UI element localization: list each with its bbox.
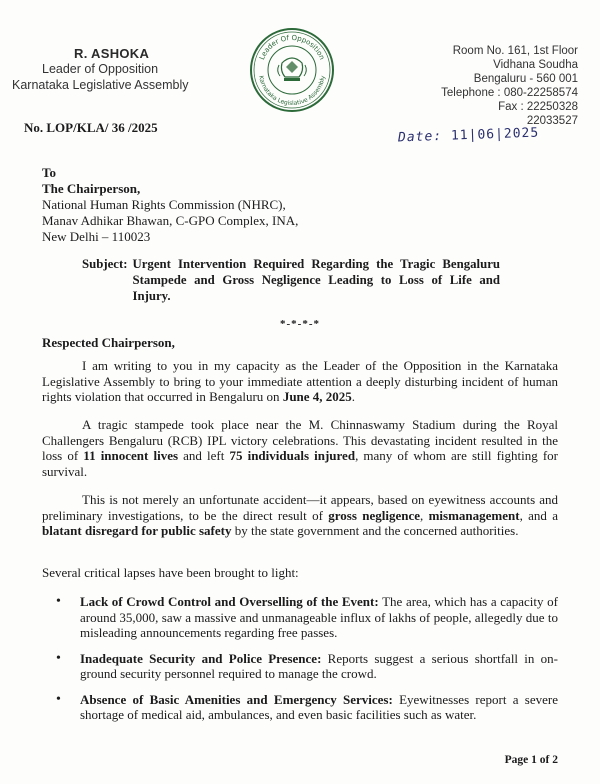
- bullet-icon: •: [56, 650, 61, 666]
- bullet-title: Lack of Crowd Control and Overselling of the Event:: [80, 594, 379, 609]
- text-run: I am writing to you in my capacity as the Leader of the Opposition in the Karnataka Legislative Assembly to bring to your immediate attention a deeply disturbing incident of human rights violation that occurred in Bengaluru on: [42, 358, 558, 404]
- text-run: This is not merely an unfortunate accident—it appears, based on eyewitness accounts and preliminary investigations, to be the direct result of: [42, 492, 558, 523]
- svg-text:Leader Of Opposition: Leader Of Opposition: [258, 33, 326, 62]
- subject-label: Subject:: [82, 257, 128, 271]
- text-run: , and a: [519, 507, 559, 523]
- negligence-emphasis: gross negligence: [328, 507, 420, 523]
- letterhead-address: [441, 44, 578, 128]
- separator: *-*-*-*: [280, 318, 320, 330]
- lapses-list: [42, 594, 558, 733]
- text-run: , many of whom are still fighting for survival.: [42, 448, 559, 479]
- subject-text: Urgent Intervention Required Regarding the Tragic Bengaluru Stampede and Gross Negligence Leading to Loss of Life and Injury.: [132, 257, 500, 303]
- bullet-title: Absence of Basic Amenities and Emergency Services:: [80, 691, 393, 707]
- official-seal-icon: [249, 27, 335, 113]
- bullet-title: Inadequate Security and Police Presence:: [80, 650, 322, 666]
- list-item: [42, 651, 558, 682]
- date-label: Date:: [397, 128, 443, 146]
- handwritten-date: [398, 126, 540, 146]
- recipient-line: National Human Rights Commission (NHRC),: [42, 197, 286, 212]
- address-line: Room No. 161, 1st Floor: [452, 45, 578, 57]
- reference-number: No. LOP/KLA/ 36 /2025: [24, 120, 158, 135]
- address-line: Telephone : 080-22258574: [441, 87, 578, 99]
- list-item: [42, 594, 558, 641]
- page-number: Page 1 of 2: [504, 754, 558, 766]
- text-run: and left: [178, 448, 230, 463]
- disregard-emphasis: blatant disregard for public safety: [42, 523, 232, 538]
- letterhead-assembly: Karnataka Legislative Assembly: [12, 78, 189, 92]
- text-run: .: [351, 389, 356, 404]
- paragraph-intro: [42, 358, 558, 405]
- address-line: 22033527: [526, 115, 578, 127]
- text-run: ,: [420, 507, 429, 523]
- bullet-icon: •: [56, 594, 61, 609]
- list-item: [42, 692, 558, 723]
- text-run: A tragic stampede took place near the M. Chinnaswamy Stadium during the Royal Challengers Bengaluru (RCB) IPL victory celebrations. This devastating incident resulted in the loss of: [42, 417, 558, 463]
- svg-text:Karnataka Legislative Assembly: Karnataka Legislative Assembly: [257, 75, 327, 108]
- to-label: To: [42, 165, 56, 180]
- bullet-text: Reports suggest a serious shortfall in on-ground security personnel required to manage the crowd.: [80, 650, 558, 681]
- letterhead-name: R. ASHOKA: [74, 46, 150, 61]
- subject-line: [82, 256, 500, 304]
- salutation: Respected Chairperson,: [42, 335, 175, 350]
- recipient-line: Manav Adhikar Bhawan, C-GPO Complex, INA,: [42, 213, 299, 228]
- letterhead-role: Leader of Opposition: [42, 62, 159, 76]
- date-emphasis: June 4, 2025: [282, 389, 352, 404]
- paragraph-incident: [42, 417, 558, 479]
- deaths-emphasis: 11 innocent lives: [83, 448, 179, 463]
- paragraph-negligence: [42, 492, 558, 539]
- recipient-block: [42, 165, 298, 245]
- address-line: Bengaluru - 560 001: [473, 73, 578, 85]
- paragraph-lapses-intro: Several critical lapses have been brought to light:: [42, 565, 299, 580]
- bullet-text: The area, which has a capacity of around 35,000, saw a massive and unmanageable influx of lakhs of people, allegedly due to misleading announcements regarding free passes.: [80, 594, 558, 640]
- recipient-line: New Delhi – 110023: [42, 229, 151, 244]
- address-line: Fax : 22250328: [498, 101, 578, 113]
- recipient-title: The Chairperson,: [42, 181, 141, 196]
- mismanagement-emphasis: mismanagement: [428, 507, 520, 523]
- text-run: by the state government and the concerned authorities.: [231, 523, 519, 538]
- date-value: 11|06|2025: [450, 125, 540, 144]
- injured-emphasis: 75 individuals injured: [229, 448, 356, 463]
- bullet-text: Eyewitnesses report a severe shortage of medical aid, ambulances, and even basic facilities such as water.: [80, 691, 558, 722]
- address-line: Vidhana Soudha: [493, 59, 578, 71]
- bullet-icon: •: [56, 691, 61, 707]
